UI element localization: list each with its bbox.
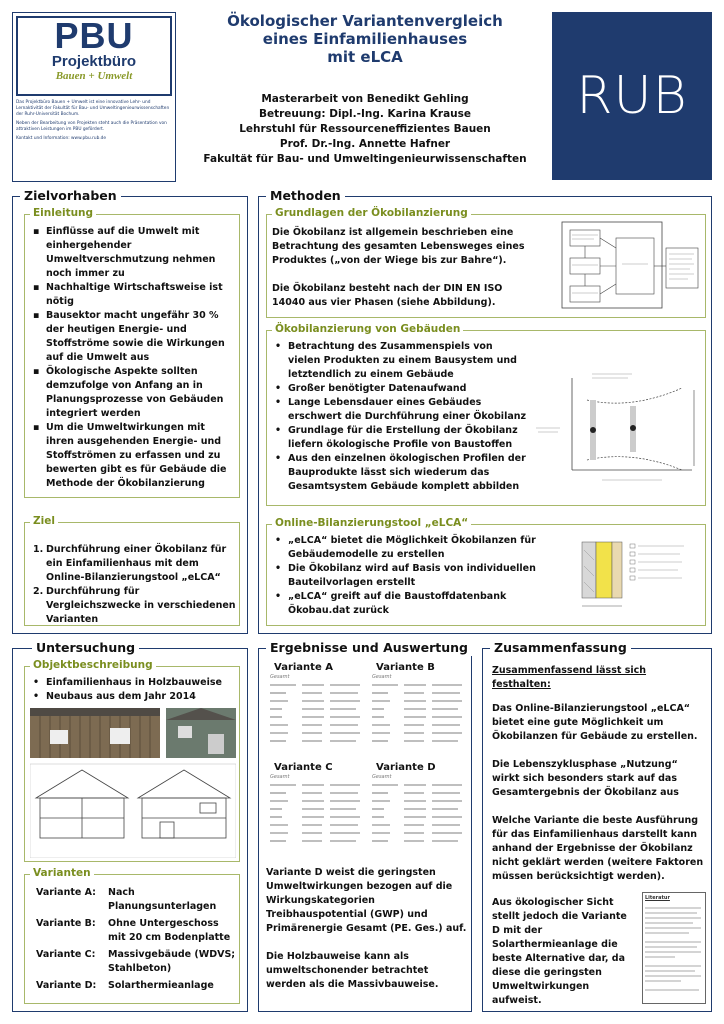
variant-table-placeholder	[266, 781, 364, 847]
variant-row	[36, 886, 236, 914]
list-item: • Betrachtung des Zusammenspiels von vielen Produkten zu einem Bausystem und letztendlich zu einem Gebäude	[272, 340, 528, 382]
section-title-untersuchung: Untersuchung	[32, 640, 139, 656]
list-item: • Großer benötigter Datenaufwand	[272, 382, 528, 396]
variant-subheading: Gesamt	[270, 674, 290, 680]
literatur-lines	[645, 902, 703, 998]
subtitle-line: Betreuung: Dipl.-Ing. Karina Krause	[258, 108, 472, 120]
variant-card	[266, 662, 364, 750]
ziel-title: Ziel	[30, 515, 58, 528]
section-title-zusammenfassung: Zusammenfassung	[490, 640, 631, 656]
summary-lead: Zusammenfassend lässt sich festhalten:	[492, 665, 647, 690]
variant-subheading: Gesamt	[270, 774, 290, 780]
variant-value: Nach Planungsunterlagen	[108, 887, 217, 912]
logo-description	[16, 100, 172, 142]
list-item: • „eLCA“ greift auf die Baustoffdatenbank Ökobau.dat zurück	[272, 590, 542, 618]
variant-row	[36, 917, 236, 945]
list-item: • Aus den einzelnen ökologischen Profilen der Bauprodukte lässt sich wiederum das Gesamtsystem Gebäude komplett abbilden	[272, 452, 528, 494]
lca-phases-diagram	[540, 218, 700, 314]
paragraph: Die Lebenszyklusphase „Nutzung“ wirkt sich besonders stark auf das Gesamtergebnis der Ökobilanz aus	[492, 759, 679, 798]
paragraph: Die Ökobilanz ist allgemein beschrieben eine Betrachtung des gesamten Lebensweges eines Produktes („von der Wiege bis zur Bahre“).	[272, 227, 525, 266]
objekt-list	[30, 676, 236, 704]
wall-section-diagram	[574, 536, 704, 612]
list-item: • Grundlage für die Erstellung der Ökobilanz liefern ökologische Profile von Baustoffen	[272, 424, 528, 452]
variant-card	[368, 662, 466, 750]
variant-subheading: Gesamt	[372, 674, 392, 680]
pbu-logo	[16, 16, 172, 96]
subtitle-line: Masterarbeit von Benedikt Gehling	[261, 93, 469, 105]
poster-subtitle	[190, 92, 540, 167]
data-funnel-diagram	[532, 370, 702, 490]
list-item: ▪ Bausektor macht ungefähr 30 % der heutigen Energie- und Stoffströme sowie die Wirkungen auf die Umwelt aus	[30, 309, 236, 365]
list-item: • Einfamilienhaus in Holzbauweise	[30, 676, 236, 690]
gebaeude-list	[272, 340, 528, 494]
paragraph: Die Holzbauweise kann als umweltschonender betrachtet werden als die Massivbauweise.	[266, 951, 439, 990]
subtitle-line: Fakultät für Bau- und Umweltingenieurwissenschaften	[203, 153, 527, 165]
list-item: • Die Ökobilanz wird auf Basis von individuellen Bauteilvorlagen erstellt	[272, 562, 542, 590]
logo-text-1: Das Projektbüro Bauen + Umwelt ist eine innovative Lehr- und Lernaktivität der Fakultät für Bau- und Umweltingenieurwissenschaften der Ruhr-Universität Bochum.	[16, 100, 170, 117]
title-line: Ökologischer Variantenvergleich	[227, 12, 503, 30]
variant-table-placeholder	[266, 681, 364, 747]
logo-text-2: Neben der Bearbeitung von Projekten steht auch die Präsentation von attraktiven Leistungen im PBU gefördert.	[16, 121, 167, 132]
variant-table-placeholder	[368, 781, 466, 847]
logo-pbu-text: PBU	[54, 15, 134, 56]
einleitung-title: Einleitung	[30, 207, 96, 220]
online-list	[272, 534, 542, 618]
results-tables	[264, 662, 468, 852]
variant-heading: Variante C	[274, 762, 333, 773]
subtitle-line: Prof. Dr.-Ing. Annette Hafner	[279, 138, 451, 150]
zusammenfassung-conclusion	[492, 896, 638, 1008]
logo-projektbuero-text: Projektbüro	[51, 53, 137, 70]
variant-value: Massivgebäude (WDVS; Stahlbeton)	[108, 949, 236, 974]
paragraph: Welche Variante die beste Ausführung für das Einfamilienhaus darstellt kann anhand der Ergebnisse der Ökobilanz nicht geklärt werden (weitere Faktoren müssen berücksichtigt werden).	[492, 815, 704, 882]
grundlagen-title: Grundlagen der Ökobilanzierung	[272, 207, 471, 220]
pbu-logo-box	[12, 12, 176, 182]
ziel-list	[30, 543, 236, 627]
literatur-title: Literatur	[645, 895, 670, 901]
list-item: ▪ Einflüsse auf die Umwelt mit einhergehender Umweltverschmutzung nehmen noch immer zu	[30, 225, 236, 281]
list-item: ▪ Nachhaltige Wirtschaftsweise ist nötig	[30, 281, 236, 309]
variant-subheading: Gesamt	[372, 774, 392, 780]
house-images	[30, 708, 236, 858]
variant-heading: Variante B	[376, 662, 435, 673]
list-item: 2. Durchführung für Vergleichszwecke in verschiedenen Varianten	[30, 585, 236, 627]
paragraph: Variante D weist die geringsten Umweltwirkungen bezogen auf die Wirkungskategorien Treibhauspotential (GWP) und Primärenergie Gesamt (PE. Ges.) auf.	[266, 867, 467, 934]
variant-card	[368, 762, 466, 850]
logo-text-3: Kontakt und Information: www.pbu.rub.de	[16, 136, 107, 141]
variant-key: Variante A:	[36, 887, 96, 898]
variant-table-placeholder	[368, 681, 466, 747]
list-item: • „eLCA“ bietet die Möglichkeit Ökobilanzen für Gebäudemodelle zu erstellen	[272, 534, 542, 562]
section-title-ergebnisse: Ergebnisse und Auswertung	[266, 640, 472, 656]
section-title-zielvorhaben: Zielvorhaben	[20, 188, 121, 204]
variant-heading: Variante A	[274, 662, 333, 673]
varianten-list	[36, 886, 236, 993]
list-item: ▪ Ökologische Aspekte sollten demzufolge von Anfang an in Planungsprozesse von Gebäuden integriert werden	[30, 365, 236, 421]
variant-value: Solarthermieanlage	[108, 980, 214, 991]
paragraph: Das Online-Bilanzierungstool „eLCA“ bietet eine gute Möglichkeit um Ökobilanzen für Gebäude zu erstellen.	[492, 703, 698, 742]
poster-title	[200, 12, 530, 66]
list-item: 1. Durchführung einer Ökobilanz für ein Einfamilienhaus mit dem Online-Bilanzierungstool „eLCA“	[30, 543, 236, 585]
variant-value: Ohne Untergeschoss mit 20 cm Bodenplatte	[108, 918, 231, 943]
varianten-title: Varianten	[30, 867, 94, 880]
gebaeude-title: Ökobilanzierung von Gebäuden	[272, 323, 463, 336]
title-line: eines Einfamilienhauses	[262, 30, 468, 48]
subtitle-line: Lehrstuhl für Ressourceneffizientes Bauen	[239, 123, 491, 135]
title-line: mit eLCA	[327, 48, 403, 66]
objekt-title: Objektbeschreibung	[30, 659, 156, 672]
grundlagen-text	[272, 226, 534, 310]
variant-row	[36, 979, 236, 993]
rub-logo: RUB	[552, 12, 712, 180]
einleitung-list	[30, 225, 236, 491]
paragraph: Aus ökologischer Sicht stellt jedoch die Variante D mit der Solarthermieanlage die beste Alternative dar, da diese die geringsten Umweltwirkungen aufweist.	[492, 897, 627, 1006]
variant-key: Variante D:	[36, 980, 97, 991]
list-item: • Neubaus aus dem Jahr 2014	[30, 690, 236, 704]
logo-bau-umwelt-text: Bauen + Umwelt	[55, 70, 133, 82]
variant-key: Variante B:	[36, 918, 96, 929]
variant-heading: Variante D	[376, 762, 436, 773]
zusammenfassung-text	[492, 664, 706, 884]
variant-card	[266, 762, 364, 850]
paragraph: Die Ökobilanz besteht nach der DIN EN ISO 14040 aus vier Phasen (siehe Abbildung).	[272, 283, 503, 308]
literatur-box	[642, 892, 706, 1004]
section-title-methoden: Methoden	[266, 188, 345, 204]
variant-key: Variante C:	[36, 949, 96, 960]
list-item: ▪ Um die Umweltwirkungen mit ihren ausgehenden Energie- und Stoffströmen zu erfassen und zu bewerten gibt es für Gebäude die Methode der Ökobilanzierung	[30, 421, 236, 491]
online-title: Online-Bilanzierungstool „eLCA“	[272, 517, 471, 530]
list-item: • Lange Lebensdauer eines Gebäudes erschwert die Durchführung einer Ökobilanz	[272, 396, 528, 424]
variant-row	[36, 948, 236, 976]
ergebnisse-text	[266, 866, 468, 992]
